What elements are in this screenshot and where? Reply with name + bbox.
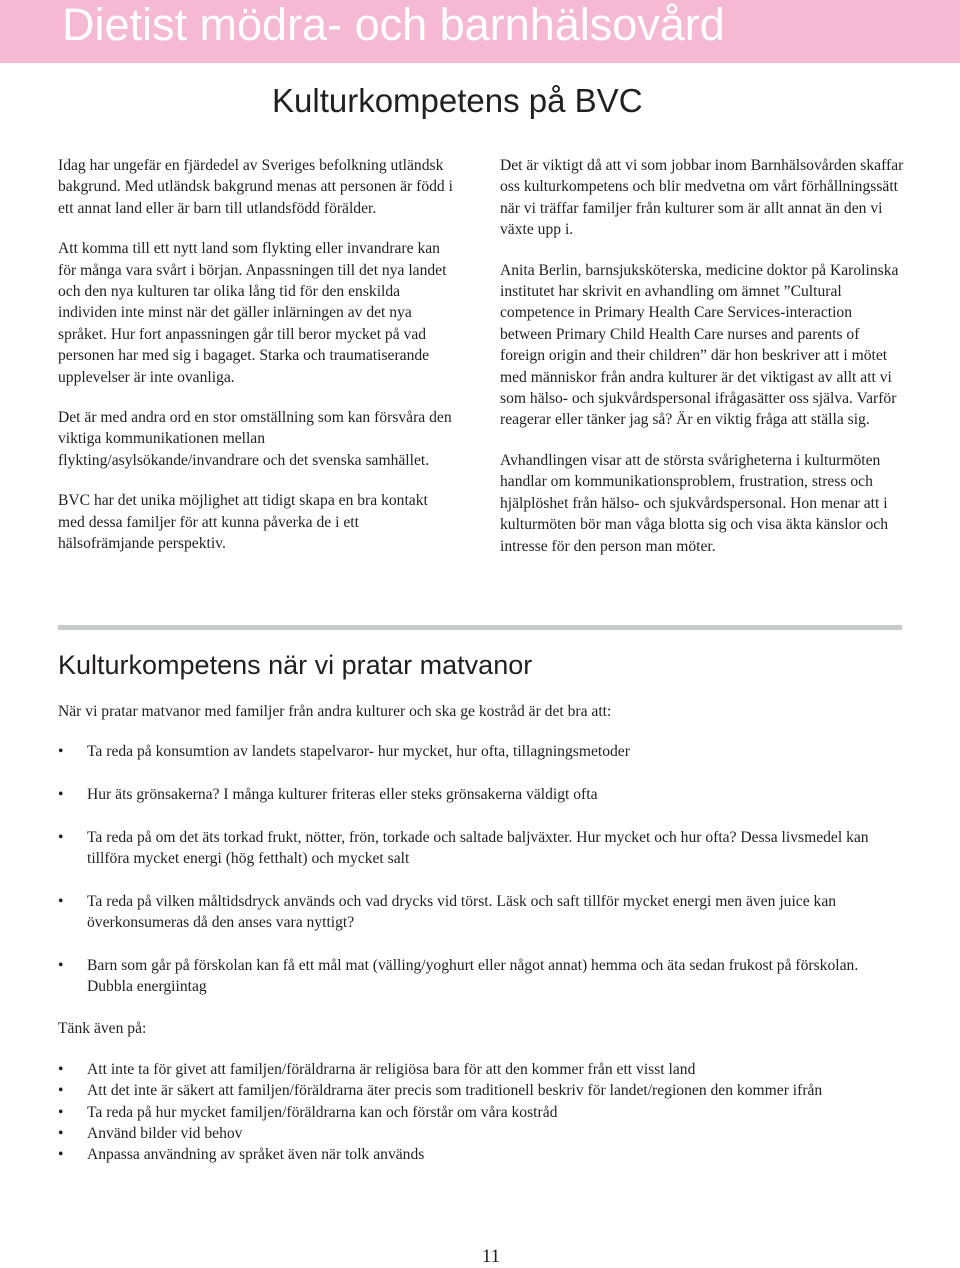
section-title-bvc: Kulturkompetens på BVC [272,82,643,119]
paragraph: Att komma till ett nytt land som flykting eller invandrare kan för många vara svårt i början. Anpassningen till det nya landet och den nya kulturen tar olika lång tid för den enskilda individen inte minst när det gäller inlärningen av det nya språket. Hur fort anpassningen går till beror mycket på vad personen har med sig i bagaget. Starka och traumatiserande upplevelser är inte ovanliga. [58,240,447,386]
list-item: • Hur äts grönsakerna? I många kulturer friteras eller steks grönsakerna väldigt ofta [58,784,903,805]
header-banner [0,0,960,63]
list-item: • Använd bilder vid behov [58,1123,903,1144]
think-list [58,1059,903,1165]
paragraph: Det är viktigt då att vi som jobbar inom Barnhälsovården skaffar oss kulturkompetens och blir medvetna om vårt förhållningssätt när vi träffar familjer från kulturer som är allt annat än den vi växte upp i. [500,157,904,239]
paragraph: BVC har det unika möjlighet att tidigt skapa en bra kontakt med dessa familjer för att kunna påverka de i ett hälsofrämjande perspektiv. [58,492,428,553]
section-title-matvanor: Kulturkompetens när vi pratar matvanor [58,650,533,680]
think-label: Tänk även på: [58,1020,147,1037]
list-item: • Att det inte är säkert att familjen/föräldrarna äter precis som traditionell beskriv för landet/regionen den kommer ifrån [58,1080,903,1101]
paragraph: Idag har ungefär en fjärdedel av Sveriges befolkning utländsk bakgrund. Med utländsk bakgrund menas att personen är född i ett annat land eller är barn till utlandsfödd förälder. [58,157,453,217]
list-item: • Ta reda på konsumtion av landets stapelvaror- hur mycket, hur ofta, tillagningsmetoder [58,741,903,762]
paragraph: Anita Berlin, barnsjuksköterska, medicine doktor på Karolinska institutet har skrivit en avhandling om ämnet ”Cultural competence in Primary Health Care Services-interaction between Primary Child Health Care nurses and parents of foreign origin and their children” där hon beskriver att i mötet med människor från andra kulturer är det viktigast av allt att vi som hälso- och sjukvårdspersonal ifrågasätter oss själva. Varför reagerar eller tänker jag så? Är en viktig fråga att ställa sig. [500,261,899,429]
list-item: • Ta reda på om det äts torkad frukt, nötter, frön, torkade och saltade baljväxter. Hur mycket och hur ofta? Dessa livsmedel kan tillföra mycket energi (hög fetthalt) och mycket salt [58,827,903,870]
list-item: • Anpassa användning av språket även när tolk används [58,1144,903,1165]
left-column [58,155,458,574]
section-intro: När vi pratar matvanor med familjer från andra kulturer och ska ge kostråd är det bra att: [58,703,612,720]
section-divider [58,625,902,630]
advice-list [58,741,903,997]
list-item: • Ta reda på hur mycket familjen/föräldrarna kan och förstår om våra kostråd [58,1102,903,1123]
paragraph: Det är med andra ord en stor omställning som kan försvåra den viktiga kommunikationen mellan flykting/asylsökande/invandrare och det svenska samhället. [58,409,452,469]
page-number: 11 [481,1246,501,1267]
paragraph: Avhandlingen visar att de största svårigheterna i kulturmöten handlar om kommunikationsproblem, frustration, stress och hjälplöshet från hälso- och sjukvårdspersonal. Hon menar att i kulturmöten bör man våga blotta sig och visa äkta känslor och intresse för den person man möter. [500,451,889,555]
right-column [500,155,905,576]
list-item: • Barn som går på förskolan kan få ett mål mat (välling/yoghurt eller något annat) hemma och äta sedan frukost på förskolan. Dubbla energiintag [58,955,903,998]
list-item: • Ta reda på vilken måltidsdryck används och vad drycks vid törst. Läsk och saft tillför mycket energi men även juice kan överkonsumeras då den anses vara nyttigt? [58,891,903,934]
header-title: Dietist mödra- och barnhälsovård [62,0,725,50]
list-item: • Att inte ta för givet att familjen/föräldrarna är religiösa bara för att den kommer från ett visst land [58,1059,903,1080]
